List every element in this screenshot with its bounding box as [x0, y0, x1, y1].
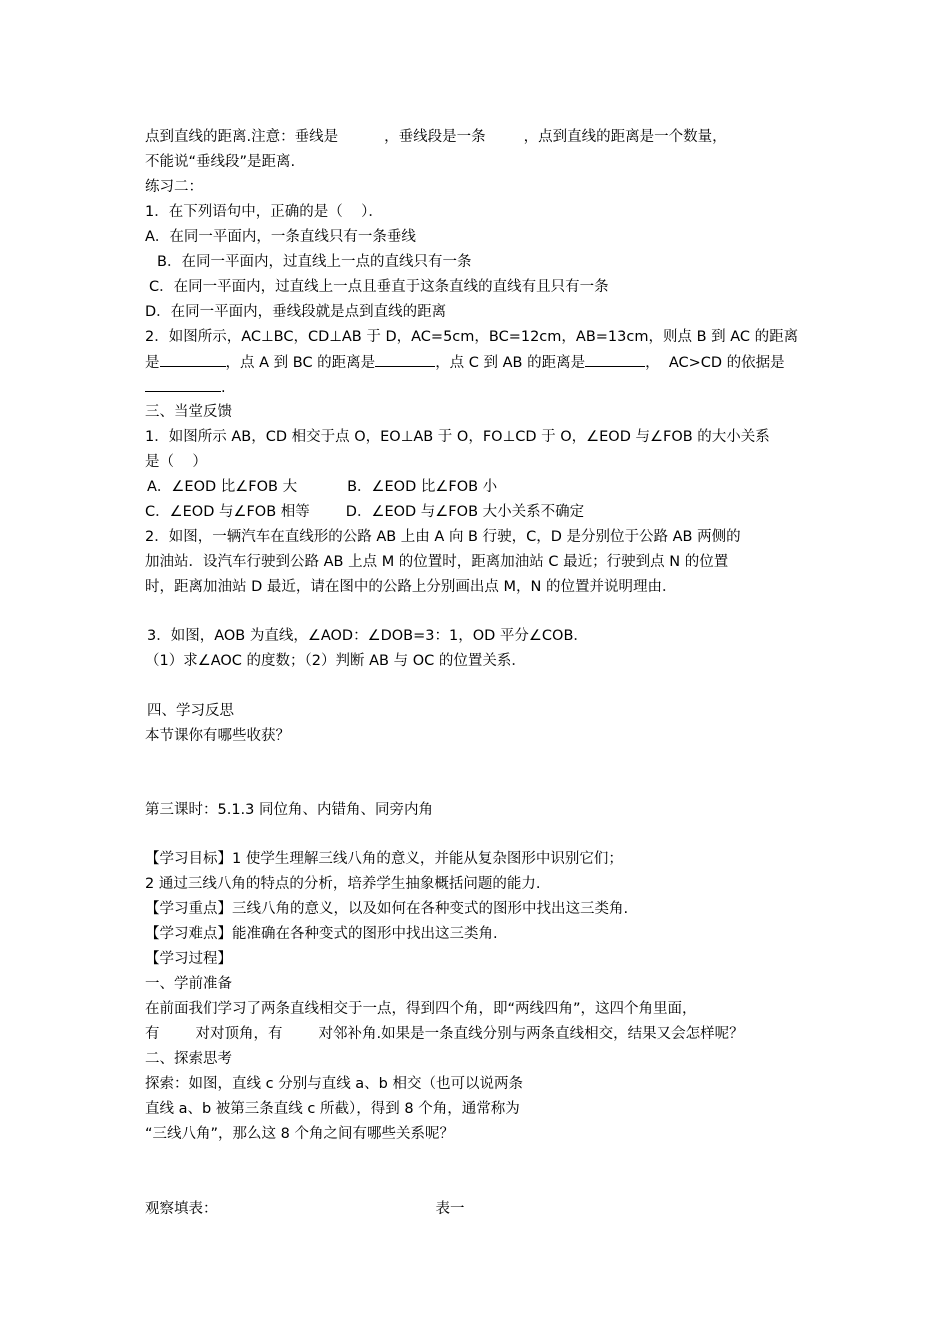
feedback-question-2: 2．如图，一辆汽车在直线形的公路 AB 上由 A 向 B 行驶，C，D 是分别位于公路 AB 两侧的 — [145, 529, 741, 545]
learning-focus: 【学习重点】三线八角的意义，以及如何在各种变式的图形中找出这三类角. — [145, 901, 629, 917]
feedback-question-3: 3．如图，AOB 为直线，∠AOD：∠DOB=3：1，OD 平分∠COB． — [147, 628, 588, 644]
text-line: 有 对对顶角，有 对邻补角.如果是一条直线分别与两条直线相交，结果又会怎样呢？ — [145, 1026, 744, 1042]
option-c: C．在同一平面内，过直线上一点且垂直于这条直线的直线有且只有一条 — [149, 279, 609, 295]
feedback-question-1: 1．如图所示 AB，CD 相交于点 O，EO⊥AB 于 O，FO⊥CD 于 O，∠EOD 与∠FOB 的大小关系 — [145, 429, 770, 445]
text-line: 是（ ） — [145, 454, 207, 470]
text-line: （1）求∠AOC 的度数；（2）判断 AB 与 OC 的位置关系． — [145, 653, 526, 669]
text-line: 加油站．设汽车行驶到公路 AB 上点 M 的位置时，距离加油站 C 最近；行驶到点 N 的位置 — [145, 554, 729, 570]
table-caption-line: 观察填表： 表一 — [145, 1201, 465, 1217]
text-line: 在前面我们学习了两条直线相交于一点，得到四个角，即“两线四角”，这四个角里面， — [145, 1001, 697, 1017]
lesson-title: 第三课时：5.1.3 同位角、内错角、同旁内角 — [145, 802, 434, 818]
option-a: A．在同一平面内，一条直线只有一条垂线 — [145, 229, 416, 245]
text-line: 不能说“垂线段”是距离. — [145, 154, 296, 170]
learning-process: 【学习过程】 — [145, 951, 232, 967]
text-line: 点到直线的距离.注意：垂线是 ，垂线段是一条 ，点到直线的距离是一个数量， — [145, 129, 727, 145]
options-cd: C．∠EOD 与∠FOB 相等 D．∠EOD 与∠FOB 大小关系不确定 — [145, 504, 585, 520]
answer-blank[interactable] — [145, 377, 221, 392]
text-line: 时，距离加油站 D 最近，请在图中的公路上分别画出点 M，N 的位置并说明理由． — [145, 579, 677, 595]
section-heading: 练习二： — [145, 179, 203, 195]
options-ab: A．∠EOD 比∠FOB 大 B．∠EOD 比∠FOB 小 — [147, 479, 498, 495]
answer-blank[interactable] — [585, 352, 645, 367]
text-line: 探索：如图，直线 c 分别与直线 a、b 相交（也可以说两条 — [145, 1076, 523, 1092]
text-line: 本节课你有哪些收获？ — [145, 728, 290, 744]
learning-difficulty: 【学习难点】能准确在各种变式的图形中找出这三类角. — [145, 926, 498, 942]
section-heading: 四、学习反思 — [147, 703, 234, 719]
text-line: “三线八角”，那么这 8 个角之间有哪些关系呢？ — [145, 1126, 454, 1142]
option-d: D．在同一平面内，垂线段就是点到直线的距离 — [145, 304, 447, 320]
text-line: 直线 a、b 被第三条直线 c 所截），得到 8 个角，通常称为 — [145, 1101, 520, 1117]
question-2-blank-end: . — [145, 377, 226, 398]
text-line: 2 通过三线八角的特点的分析，培养学生抽象概括问题的能力. — [145, 876, 541, 892]
question-2: 2．如图所示，AC⊥BC，CD⊥AB 于 D，AC=5cm，BC=12cm，AB=13cm，则点 B 到 AC 的距离 — [145, 329, 799, 345]
learning-goal: 【学习目标】1 使学生理解三线八角的意义，并能从复杂图形中识别它们； — [145, 851, 623, 867]
answer-blank[interactable] — [375, 352, 435, 367]
question-1: 1．在下列语句中，正确的是（ ）． — [145, 204, 383, 220]
section-heading: 二、探索思考 — [145, 1051, 232, 1067]
section-heading: 三、当堂反馈 — [145, 404, 232, 420]
option-b: B．在同一平面内，过直线上一点的直线只有一条 — [157, 254, 472, 270]
question-2-blanks: 是 ，点 A 到 BC 的距离是 ，点 C 到 AB 的距离是 ， AC>CD 的依据是 — [145, 352, 785, 373]
answer-blank[interactable] — [160, 352, 226, 367]
section-heading: 一、学前准备 — [145, 976, 232, 992]
